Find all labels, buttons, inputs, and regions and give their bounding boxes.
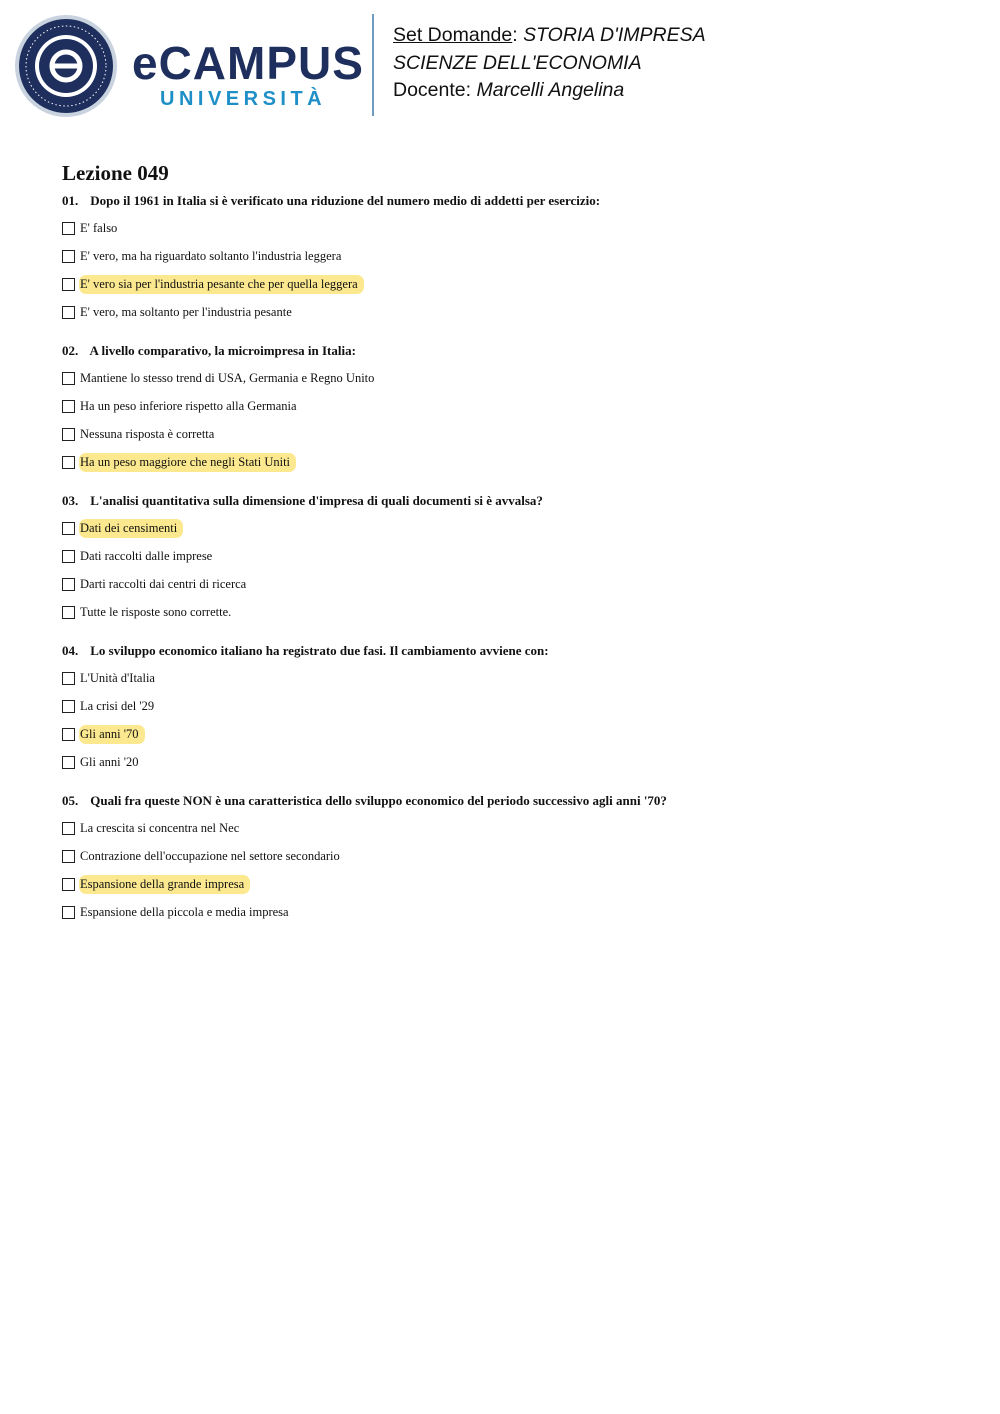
checkbox[interactable] [62,428,75,441]
answer-label: E' falso [80,220,118,235]
checkbox[interactable] [62,278,75,291]
question-block [62,192,942,326]
answer-label: La crisi del '29 [80,698,155,713]
answer-option[interactable] [62,364,942,392]
question-label: Quali fra queste NON è una caratteristica dello sviluppo economico del periodo successivo agli anni '70? [90,793,667,808]
brand-name: eCAMPUS [132,37,364,89]
answer-label: E' vero, ma ha riguardato soltanto l'industria leggera [80,248,342,263]
answer-label-highlighted: Ha un peso maggiore che negli Stati Uniti [79,453,296,472]
question-number: 05. [62,793,79,808]
header-divider [372,14,374,116]
answer-label-highlighted: Dati dei censimenti [79,519,183,538]
answer-option[interactable] [62,570,942,598]
answer-label: La crescita si concentra nel Nec [80,820,240,835]
checkbox[interactable] [62,606,75,619]
question-text [62,792,942,810]
teacher-label: Docente: [393,79,472,101]
faculty-name: SCIENZE DELL'ECONOMIA [393,51,642,74]
question-label: Lo sviluppo economico italiano ha registrato due fasi. Il cambiamento avviene con: [90,643,549,658]
answer-option-correct[interactable] [62,514,942,542]
question-number: 01. [62,193,79,208]
question-text [62,342,942,360]
answer-label-highlighted: Gli anni '70 [79,725,145,744]
answer-label-highlighted: E' vero sia per l'industria pesante che per quella leggera [79,275,364,294]
course-info: Set Domande: STORIA D'IMPRESA SCIENZE DELL'ECONOMIA Docente: Marcelli Angelina [393,24,706,101]
answer-option[interactable] [62,542,942,570]
checkbox[interactable] [62,850,75,863]
answer-option[interactable] [62,392,942,420]
checkbox[interactable] [62,400,75,413]
answer-option-correct[interactable] [62,870,942,898]
question-text [62,642,942,660]
checkbox[interactable] [62,550,75,563]
quiz-content [62,160,942,942]
answer-label: Gli anni '20 [80,754,139,769]
answer-option[interactable] [62,242,942,270]
answer-option[interactable] [62,298,942,326]
question-number: 02. [62,343,79,358]
question-number: 03. [62,493,79,508]
question-label: Dopo il 1961 in Italia si è verificato una riduzione del numero medio di addetti per esercizio: [90,193,601,208]
answer-label: Mantiene lo stesso trend di USA, Germania e Regno Unito [80,370,375,385]
question-label: A livello comparativo, la microimpresa in Italia: [89,343,356,358]
answer-label: Nessuna risposta è corretta [80,426,215,441]
course-name: STORIA D'IMPRESA [523,24,706,46]
question-block [62,492,942,626]
answer-option[interactable] [62,748,942,776]
checkbox[interactable] [62,878,75,891]
checkbox[interactable] [62,372,75,385]
brand-subtitle: UNIVERSITÀ [160,88,327,110]
answer-label: Tutte le risposte sono corrette. [80,604,232,619]
answer-option-correct[interactable] [62,720,942,748]
checkbox[interactable] [62,250,75,263]
answer-option-correct[interactable] [62,270,942,298]
answer-label: Ha un peso inferiore rispetto alla Germania [80,398,297,413]
answer-option[interactable] [62,598,942,626]
answer-label: Dati raccolti dalle imprese [80,548,213,563]
answer-option[interactable] [62,420,942,448]
answer-option[interactable] [62,814,942,842]
answer-label: Darti raccolti dai centri di ricerca [80,576,247,591]
question-label: L'analisi quantitativa sulla dimensione d'impresa di quali documenti si è avvalsa? [90,493,543,508]
answer-label: Contrazione dell'occupazione nel settore secondario [80,848,340,863]
checkbox[interactable] [62,756,75,769]
question-text [62,492,942,510]
teacher-name: Marcelli Angelina [476,79,625,101]
question-block [62,342,942,476]
set-label: Set Domande [393,24,513,46]
answer-label: Espansione della piccola e media impresa [80,904,289,919]
answer-option[interactable] [62,214,942,242]
question-block [62,792,942,926]
answer-label-highlighted: Espansione della grande impresa [79,875,250,894]
checkbox[interactable] [62,906,75,919]
answer-option[interactable] [62,664,942,692]
checkbox[interactable] [62,700,75,713]
checkbox[interactable] [62,578,75,591]
answer-label: E' vero, ma soltanto per l'industria pesante [80,304,292,319]
checkbox[interactable] [62,522,75,535]
lesson-title: Lezione 049 [62,161,169,185]
answer-option[interactable] [62,692,942,720]
checkbox[interactable] [62,672,75,685]
answer-option[interactable] [62,898,942,926]
question-block [62,642,942,776]
answer-option-correct[interactable] [62,448,942,476]
page-header [0,0,1000,130]
checkbox[interactable] [62,822,75,835]
checkbox[interactable] [62,306,75,319]
question-number: 04. [62,643,79,658]
checkbox[interactable] [62,222,75,235]
question-text [62,192,942,210]
brand-wordmark [132,37,364,110]
answer-label: L'Unità d'Italia [80,670,155,685]
answer-option[interactable] [62,842,942,870]
checkbox[interactable] [62,456,75,469]
university-seal-icon [14,14,118,118]
checkbox[interactable] [62,728,75,741]
